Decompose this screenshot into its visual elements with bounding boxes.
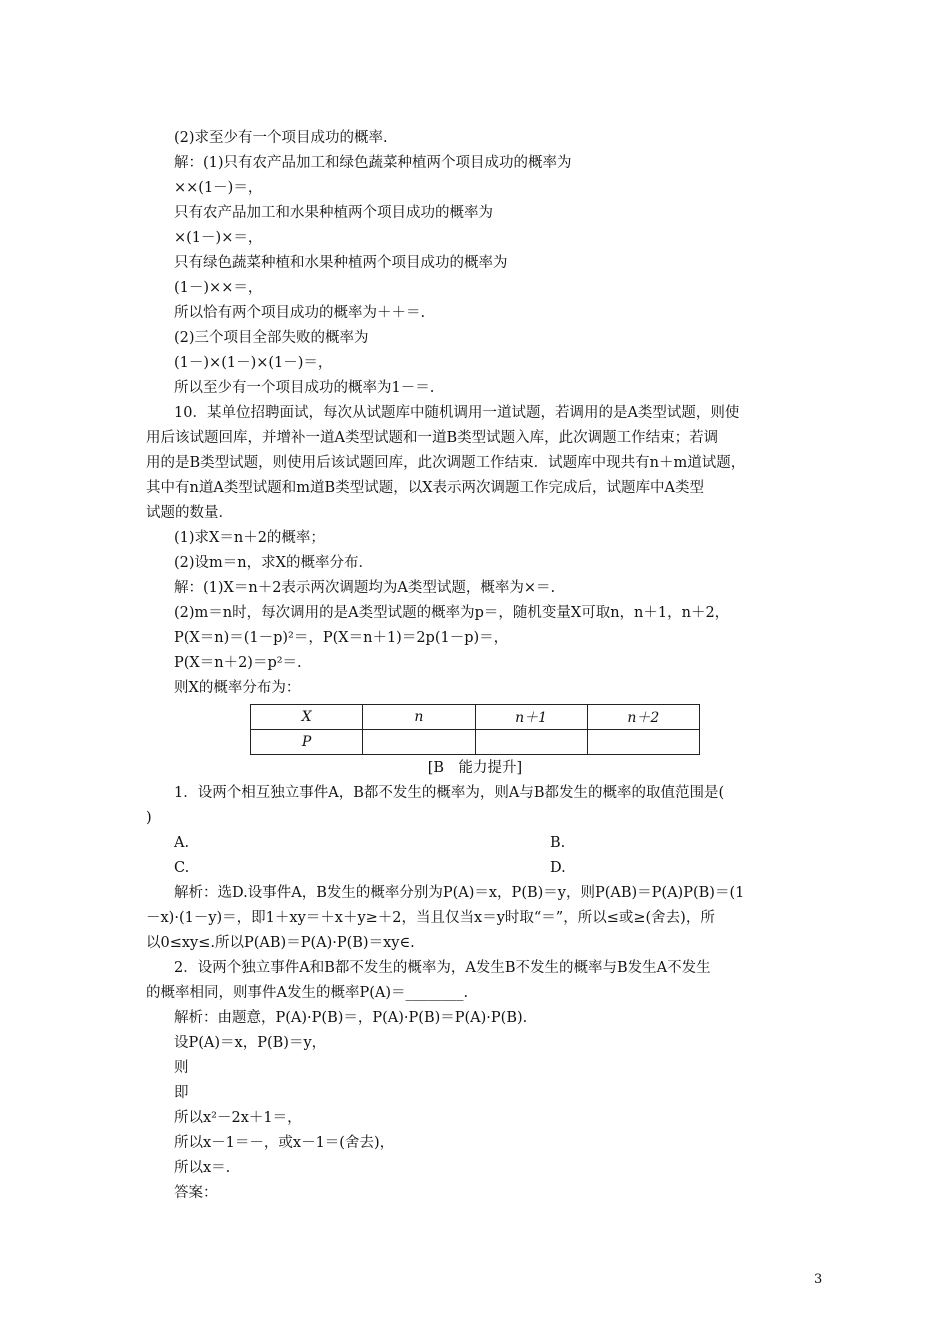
q1-text: ) <box>146 810 152 826</box>
page-number: 3 <box>814 1272 823 1287</box>
q1-solution: 以0≤xy≤.所以P(AB)＝P(A)·P(B)＝xy∈. <box>146 935 415 951</box>
text-line: (1－)××＝， <box>174 280 263 296</box>
q2-solution: 解析：由题意，P(A)·P(B)＝，P(A)·P(B)＝P(A)·P(B). <box>174 1010 528 1026</box>
section-title: [B 能力提升] <box>427 760 523 776</box>
text-line: (2)三个项目全部失败的概率为 <box>174 330 369 346</box>
q1-solution: 解析：选D.设事件A，B发生的概率分别为P(A)＝x，P(B)＝y，则P(AB)＝P(A)P(B)＝(1 <box>174 885 745 901</box>
q1-solution: －x)·(1－y)＝，即1＋xy＝＋x＋y≥＋2，当且仅当x＝y时取“＝”，所以≤或≥(舍去)，所 <box>146 910 715 926</box>
table-cell <box>475 730 587 755</box>
table-cell <box>363 730 475 755</box>
option-b: B. <box>550 835 566 851</box>
q2-solution: 所以x＝. <box>174 1160 231 1176</box>
q2-text: 2．设两个独立事件A和B都不发生的概率为，A发生B不发生的概率与B发生A不发生 <box>174 960 711 976</box>
q10-answer: (2)m＝n时，每次调用的是A类型试题的概率为p＝，随机变量X可取n，n＋1，n＋2， <box>174 605 730 621</box>
q2-solution: 即 <box>174 1085 189 1101</box>
q2-solution: 所以x－1＝－，或x－1＝(舍去)， <box>174 1135 395 1151</box>
q2-solution: 所以x²－2x＋1＝， <box>174 1110 302 1126</box>
q1-text: 1．设两个相互独立事件A，B都不发生的概率为，则A与B都发生的概率的取值范围是( <box>174 785 725 801</box>
q10-answer: 解：(1)X＝n＋2表示两次调题均为A类型试题，概率为×＝. <box>174 580 556 596</box>
q10-answer: 则X的概率分布为： <box>174 680 301 696</box>
q2-solution: 设P(A)＝x，P(B)＝y， <box>174 1035 327 1051</box>
q10-text: 用的是B类型试题，则使用后该试题回库，此次调题工作结束．试题库中现共有n＋m道试题， <box>146 455 746 471</box>
q10-answer: P(X＝n)＝(1－p)²＝，P(X＝n＋1)＝2p(1－p)＝， <box>174 630 509 646</box>
table-cell: n＋2 <box>587 705 699 730</box>
table-row <box>251 730 700 755</box>
distribution-table <box>250 704 700 755</box>
text-line: 所以恰有两个项目成功的概率为＋＋＝. <box>174 305 426 321</box>
q2-solution: 则 <box>174 1060 189 1076</box>
q2-answer-label: 答案： <box>174 1185 218 1201</box>
q10-subquestion: (1)求X＝n＋2的概率； <box>174 530 325 546</box>
q2-text: 的概率相同，则事件A发生的概率P(A)＝________. <box>146 985 469 1001</box>
q10-text: 其中有n道A类型试题和m道B类型试题，以X表示两次调题工作完成后，试题库中A类型 <box>146 480 705 496</box>
text-line: (1－)×(1－)×(1－)＝， <box>174 355 333 371</box>
table-cell <box>587 730 699 755</box>
text-line: 解：(1)只有农产品加工和绿色蔬菜种植两个项目成功的概率为 <box>174 155 572 171</box>
text-line: 只有农产品加工和水果种植两个项目成功的概率为 <box>174 205 493 221</box>
option-d: D. <box>550 860 566 876</box>
q10-subquestion: (2)设m＝n，求X的概率分布． <box>174 555 373 571</box>
table-cell: n＋1 <box>475 705 587 730</box>
q10-text: 试题的数量． <box>146 505 233 521</box>
q10-text: 10．某单位招聘面试，每次从试题库中随机调用一道试题，若调用的是A类型试题，则使 <box>174 405 740 421</box>
table-cell: P <box>251 730 363 755</box>
text-line: 只有绿色蔬菜种植和水果种植两个项目成功的概率为 <box>174 255 508 271</box>
table-cell: n <box>363 705 475 730</box>
q10-answer: P(X＝n＋2)＝p²＝. <box>174 655 302 671</box>
text-line: ××(1－)＝， <box>174 180 263 196</box>
option-c: C. <box>174 860 190 876</box>
option-a: A. <box>174 835 190 851</box>
q10-text: 用后该试题回库，并增补一道A类型试题和一道B类型试题入库，此次调题工作结束；若调 <box>146 430 719 446</box>
text-line: (2)求至少有一个项目成功的概率. <box>174 130 388 146</box>
text-line: ×(1－)×＝， <box>174 230 263 246</box>
text-line: 所以至少有一个项目成功的概率为1－＝. <box>174 380 435 396</box>
table-row <box>251 705 700 730</box>
table-cell: X <box>251 705 363 730</box>
